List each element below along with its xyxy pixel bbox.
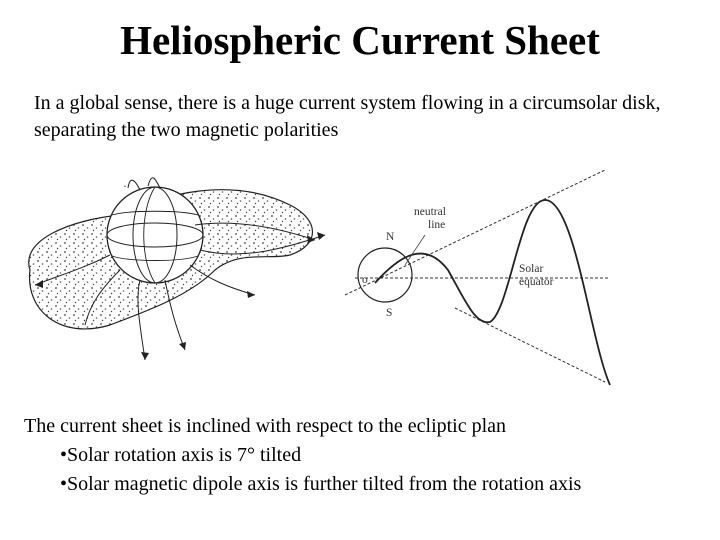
bullet-item-dipole: •Solar magnetic dipole axis is further tilted from the rotation axis [60,473,582,495]
solar-label: Solar [519,263,544,275]
figure-area [0,160,720,405]
equator-label: equator [519,276,554,288]
south-label: S [386,307,393,319]
bullet-item-rotation: •Solar rotation axis is 7° tilted [60,444,302,466]
svg-text:·: · [123,181,127,193]
north-label: N [386,231,395,243]
statement-text: The current sheet is inclined with respect to the ecliptic plan [24,415,507,437]
line-label: line [428,219,446,231]
neutral-label: neutral [414,206,446,218]
slide-title: Heliospheric Current Sheet [120,17,600,63]
center-label: o [362,274,368,286]
upper-boundary-line [345,170,605,295]
figure-svg [0,160,720,405]
neutral-line-wave [375,200,610,385]
bottom-text [24,412,714,499]
neutral-line-schematic [345,170,610,385]
sun-globe [107,187,203,283]
intro-text: In a global sense, there is a huge current system flowing in a circumsolar disk, separating the two magnetic polarities [34,92,661,141]
lower-boundary-line [455,308,605,382]
current-sheet-illustration [29,178,325,360]
